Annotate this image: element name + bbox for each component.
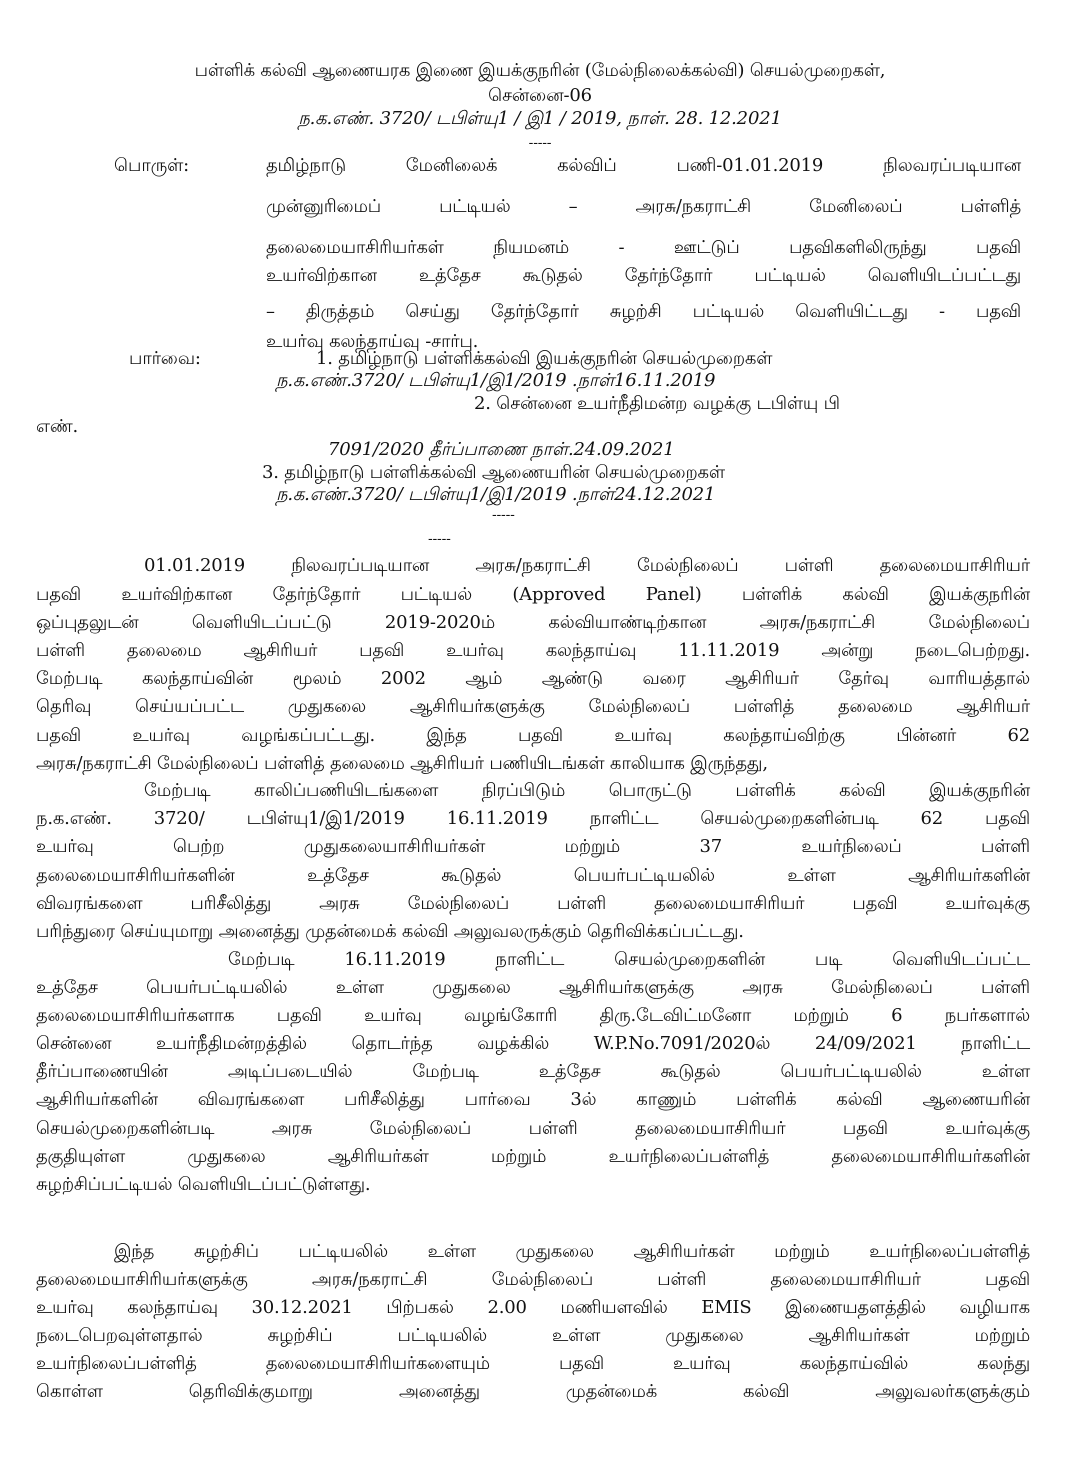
reference-separator: ----- [492,507,515,523]
reference-number: ந.க.எண். 3720/ டபிள்யு1 / இ1 / 2019, நாள். 28. 12.2021 [298,108,782,129]
header-separator: ----- [528,135,552,151]
paragraph-4-line: நடைபெறவுள்ளதால் சுழற்சிப் பட்டியலில் உள்ள முதுகலை ஆசிரியர்கள் மற்றும் [36,1325,1030,1346]
paragraph-2-line: உயர்வு பெற்ற முதுகலையாசிரியர்கள் மற்றும் 37 உயர்நிலைப் பள்ளி [36,836,1030,857]
paragraph-1-line: மேற்படி கலந்தாய்வின் மூலம் 2002 ஆம் ஆண்டு வரை ஆசிரியர் தேர்வு வாரியத்தால் [36,668,1030,689]
paragraph-3-line: தகுதியுள்ள முதுகலை ஆசிரியர்கள் மற்றும் உயர்நிலைப்பள்ளித் தலைமையாசிரியர்களின் [36,1146,1030,1167]
paragraph-2-line: ந.க.எண். 3720/ டபிள்யு1/இ1/2019 16.11.2019 நாளிட்ட செயல்முறைகளின்படி 62 பதவி [36,808,1030,829]
paragraph-3-line: தீர்ப்பாணையின் அடிப்படையில் மேற்படி உத்தேச கூடுதல் பெயர்பட்டியலில் உள்ள [36,1061,1030,1082]
paragraph-3-line: தலைமையாசிரியர்களாக பதவி உயர்வு வழங்கோரி திரு.டேவிட்மனோ மற்றும் 6 நபர்களால் [36,1005,1030,1026]
body-separator: ----- [428,531,451,547]
paragraph-3-line: செயல்முறைகளின்படி அரசு மேல்நிலைப் பள்ளி தலைமையாசிரியர் பதவி உயர்வுக்கு [36,1118,1030,1139]
paragraph-3-line: உத்தேச பெயர்பட்டியலில் உள்ள முதுகலை ஆசிரியர்களுக்கு அரசு மேல்நிலைப் பள்ளி [36,977,1030,998]
paragraph-1-line: தெரிவு செய்யப்பட்ட முதுகலை ஆசிரியர்களுக்கு மேல்நிலைப் பள்ளித் தலைமை ஆசிரியர் [36,696,1030,717]
subject-label: பொருள்: [114,155,189,176]
subject-line: முன்னுரிமைப் பட்டியல் – அரசு/நகராட்சி மேனிலைப் பள்ளித் [266,196,1021,217]
paragraph-3-line: சுழற்சிப்பட்டியல் வெளியிடப்பட்டுள்ளது. [36,1174,371,1195]
reference-1-line: ந.க.எண்.3720/ டபிள்யு1/இ1/2019 .நாள்16.11.2019 [276,370,716,391]
reference-2-line: எண். [36,416,79,437]
paragraph-3-line: மேற்படி 16.11.2019 நாளிட்ட செயல்முறைகளின் படி வெளியிடப்பட்ட [228,949,1030,970]
paragraph-4-line: உயர்நிலைப்பள்ளித் தலைமையாசிரியர்களையும் பதவி உயர்வு கலந்தாய்வில் கலந்து [36,1353,1030,1374]
reference-3-line: ந.க.எண்.3720/ டபிள்யு1/இ1/2019 .நாள்24.12.2021 [276,484,716,505]
reference-2-line: 2. சென்னை உயர்நீதிமன்ற வழக்கு டபிள்யு பி [474,393,840,414]
subject-line: தமிழ்நாடு மேனிலைக் கல்விப் பணி-01.01.2019 நிலவரப்படியான [266,155,1021,176]
reference-2-line: 7091/2020 தீர்ப்பாணை நாள்.24.09.2021 [328,439,675,460]
subject-line: உயர்வு கலந்தாய்வு -சார்பு. [266,331,479,352]
paragraph-2-line: விவரங்களை பரிசீலித்து அரசு மேல்நிலைப் பள்ளி தலைமையாசிரியர் பதவி உயர்வுக்கு [36,893,1030,914]
paragraph-1-line: அரசு/நகராட்சி மேல்நிலைப் பள்ளித் தலைமை ஆசிரியர் பணியிடங்கள் காலியாக இருந்தது, [36,753,768,774]
office-heading: பள்ளிக் கல்வி ஆணையரக இணை இயக்குநரின் (மேல்நிலைக்கல்வி) செயல்முறைகள், [194,60,886,81]
paragraph-4-line: தலைமையாசிரியர்களுக்கு அரசு/நகராட்சி மேல்நிலைப் பள்ளி தலைமையாசிரியர் பதவி [36,1269,1030,1290]
paragraph-1-line: பதவி உயர்விற்கான தேர்ந்தோர் பட்டியல் (Approved Panel) பள்ளிக் கல்வி இயக்குநரின் [36,584,1030,605]
reference-3-line: 3. தமிழ்நாடு பள்ளிக்கல்வி ஆணையரின் செயல்முறைகள் [262,462,725,483]
paragraph-2-line: தலைமையாசிரியர்களின் உத்தேச கூடுதல் பெயர்பட்டியலில் உள்ள ஆசிரியர்களின் [36,865,1030,886]
paragraph-2-line: பரிந்துரை செய்யுமாறு அனைத்து முதன்மைக் கல்வி அலுவலருக்கும் தெரிவிக்கப்பட்டது. [36,921,744,942]
paragraph-1-line: பதவி உயர்வு வழங்கப்பட்டது. இந்த பதவி உயர்வு கலந்தாய்விற்கு பின்னர் 62 [36,725,1030,746]
paragraph-3-line: ஆசிரியர்களின் விவரங்களை பரிசீலித்து பார்வை 3ல் காணும் பள்ளிக் கல்வி ஆணையரின் [36,1089,1030,1110]
paragraph-2-line: மேற்படி காலிப்பணியிடங்களை நிரப்பிடும் பொருட்டு பள்ளிக் கல்வி இயக்குநரின் [144,780,1030,801]
subject-line: தலைமையாசிரியர்கள் நியமனம் - ஊட்டுப் பதவிகளிலிருந்து பதவி [266,237,1021,258]
paragraph-3-line: சென்னை உயர்நீதிமன்றத்தில் தொடர்ந்த வழக்கில் W.P.No.7091/2020ல் 24/09/2021 நாளிட்ட [36,1033,1030,1054]
paragraph-4-line: உயர்வு கலந்தாய்வு 30.12.2021 பிற்பகல் 2.00 மணியளவில் EMIS இணையதளத்தில் வழியாக [36,1297,1030,1318]
subject-line: – திருத்தம் செய்து தேர்ந்தோர் சுழற்சி பட்டியல் வெளியிட்டது - பதவி [266,301,1021,322]
paragraph-4-line: கொள்ள தெரிவிக்குமாறு அனைத்து முதன்மைக் கல்வி அலுவலர்களுக்கும் [36,1381,1030,1402]
reference-1-line: 1. தமிழ்நாடு பள்ளிக்கல்வி இயக்குநரின் செயல்முறைகள் [316,348,773,369]
paragraph-1-line: 01.01.2019 நிலவரப்படியான அரசு/நகராட்சி மேல்நிலைப் பள்ளி தலைமையாசிரியர் [144,555,1030,576]
paragraph-1-line: பள்ளி தலைமை ஆசிரியர் பதவி உயர்வு கலந்தாய்வு 11.11.2019 அன்று நடைபெற்றது. [36,640,1030,661]
references-label: பார்வை: [129,348,201,369]
paragraph-4-line: இந்த சுழற்சிப் பட்டியலில் உள்ள முதுகலை ஆசிரியர்கள் மற்றும் உயர்நிலைப்பள்ளித் [114,1241,1030,1262]
paragraph-1-line: ஒப்புதலுடன் வெளியிடப்பட்டு 2019-2020ம் கல்வியாண்டிற்கான அரசு/நகராட்சி மேல்நிலைப் [36,612,1030,633]
subject-line: உயர்விற்கான உத்தேச கூடுதல் தேர்ந்தோர் பட்டியல் வெளியிடப்பட்டது [266,265,1021,286]
office-city: சென்னை-06 [488,85,592,106]
